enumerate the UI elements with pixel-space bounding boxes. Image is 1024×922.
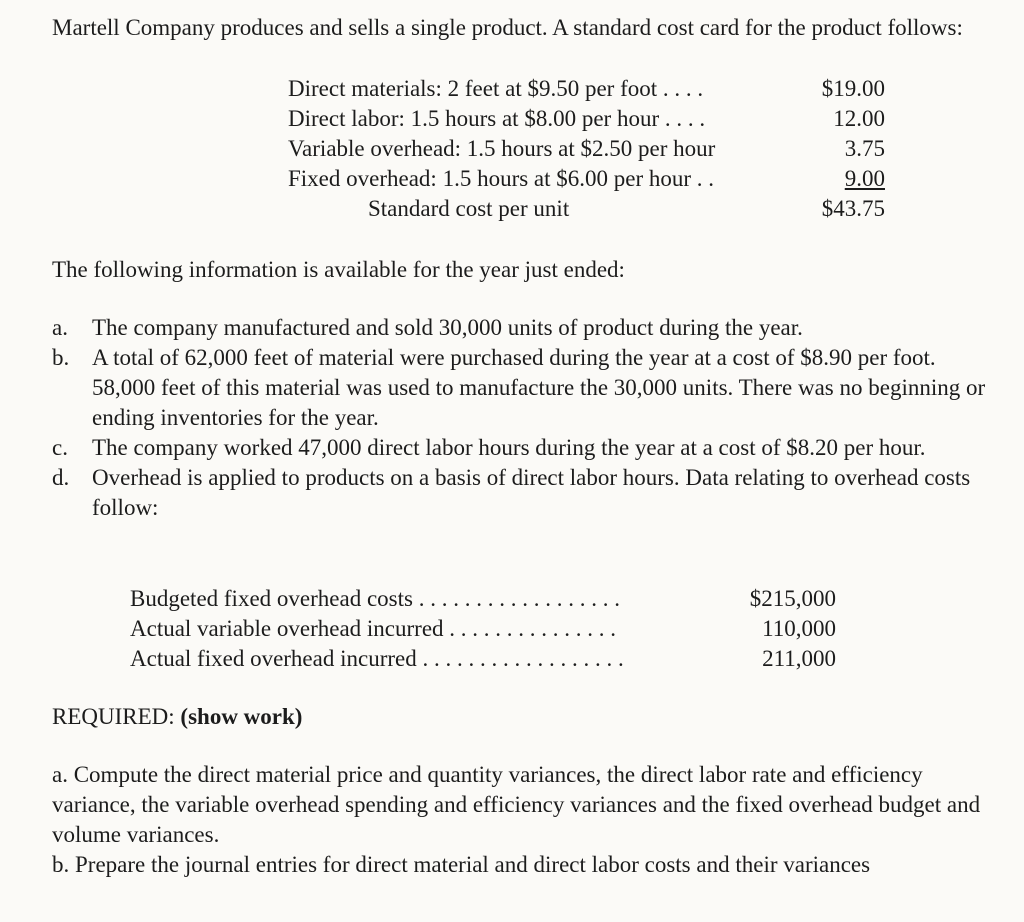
card-total-label: Standard cost per unit (368, 196, 570, 221)
list-item (52, 433, 1002, 463)
card-row-label: Direct materials: 2 feet at $9.50 per foot . . . . (288, 76, 704, 101)
card-row-amount: 12.00 (833, 106, 885, 131)
list-item-text: The company worked 47,000 direct labor hours during the year at a cost of $8.20 per hour. (92, 435, 926, 460)
overhead-label: Budgeted fixed overhead costs . . . . . . . . . . . . . . . . . . (130, 586, 620, 611)
info-list (52, 313, 1002, 523)
overhead-amount: 110,000 (762, 616, 836, 641)
required-item: b. Prepare the journal entries for direct material and direct labor costs and their variances (52, 852, 871, 877)
list-item-text: The company manufactured and sold 30,000 units of product during the year. (92, 315, 803, 340)
card-row-amount: 3.75 (844, 136, 885, 161)
list-item-letter: c. (52, 435, 68, 460)
card-row (288, 104, 885, 134)
info-intro: The following information is available for the year just ended: (52, 257, 625, 282)
overhead-table (130, 584, 836, 676)
overhead-amount: $215,000 (749, 586, 836, 611)
list-item-letter: b. (52, 345, 70, 370)
card-row (288, 134, 885, 164)
list-item-letter: a. (52, 315, 68, 340)
required-item: a. Compute the direct material price and quantity variances, the direct labor rate and efficiency variance, the variable overhead spending and efficiency variances and the fixed overhead budget and volume variances. (52, 762, 981, 847)
card-row (288, 74, 885, 104)
list-item-text: Overhead is applied to products on a basis of direct labor hours. Data relating to overhead costs follow: (92, 465, 971, 520)
table-row (130, 644, 836, 674)
list-item (52, 343, 1002, 433)
list-item-letter: d. (52, 465, 70, 490)
table-row (130, 614, 836, 644)
intro-paragraph: Martell Company produces and sells a single product. A standard cost card for the product follows: (52, 15, 963, 40)
required-list (52, 760, 1002, 880)
list-item (52, 463, 1002, 523)
card-row-amount: 9.00 (844, 166, 885, 191)
required-note: (show work) (180, 704, 303, 729)
card-row-label: Direct labor: 1.5 hours at $8.00 per hour . . . . (288, 106, 706, 131)
required-heading (52, 702, 302, 732)
standard-cost-card (288, 74, 885, 234)
card-total-row (288, 194, 885, 224)
overhead-label: Actual fixed overhead incurred . . . . . . . . . . . . . . . . . . (130, 646, 624, 671)
card-row (288, 164, 885, 194)
card-total-amount: $43.75 (821, 196, 885, 221)
overhead-amount: 211,000 (762, 646, 836, 671)
table-row (130, 584, 836, 614)
card-row-label: Fixed overhead: 1.5 hours at $6.00 per hour . . (288, 166, 715, 191)
overhead-label: Actual variable overhead incurred . . . . . . . . . . . . . . . (130, 616, 617, 641)
card-row-label: Variable overhead: 1.5 hours at $2.50 per hour (288, 136, 716, 161)
required-label: REQUIRED: (52, 704, 175, 729)
card-row-amount: $19.00 (821, 76, 885, 101)
list-item (52, 313, 1002, 343)
list-item-text: A total of 62,000 feet of material were purchased during the year at a cost of $8.90 per foot. 58,000 feet of this material was used to manufacture the 30,000 units. There was no beginning or ending inventories for the year. (92, 345, 986, 430)
